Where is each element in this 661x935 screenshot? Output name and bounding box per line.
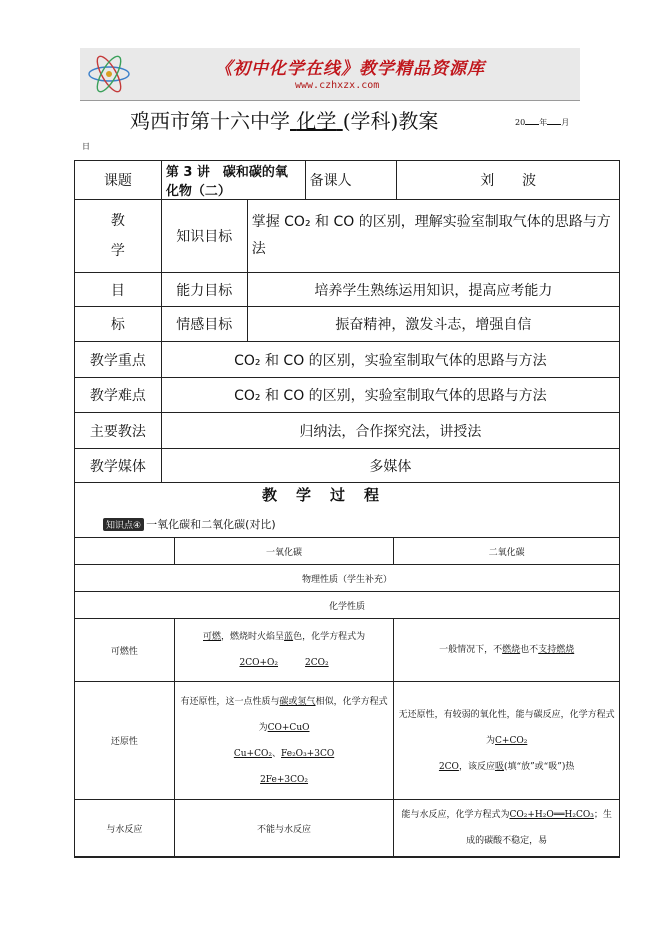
row-label-water-reaction: 与水反应 xyxy=(75,800,175,857)
media-label: 教学媒体 xyxy=(75,449,162,483)
media-value: 多媒体 xyxy=(161,449,619,483)
date-day: 日 xyxy=(82,142,90,151)
co2-combustibility: 一般情况下，不燃烧也不支持燃烧 xyxy=(394,619,620,682)
methods-value: 归纳法，合作探究法，讲授法 xyxy=(161,413,619,449)
emotion-value: 振奋精神，激发斗志，增强自信 xyxy=(247,307,619,342)
difficulties-label: 教学难点 xyxy=(75,378,162,413)
objectives-label-3: 目 xyxy=(75,273,162,307)
methods-label: 主要教法 xyxy=(75,413,162,449)
table-row xyxy=(75,619,620,682)
emotion-label: 情感目标 xyxy=(161,307,247,342)
subject-suffix: (学科)教案 xyxy=(342,109,439,133)
date-line: 20 年 月 xyxy=(515,118,570,127)
header-banner xyxy=(80,48,580,101)
table-row xyxy=(75,800,620,857)
banner-title: 《初中化学在线》教学精品资源库 xyxy=(215,59,485,79)
ability-label: 能力目标 xyxy=(161,273,247,307)
chemical-properties-row: 化学性质 xyxy=(75,592,620,619)
co-co2-compare-table xyxy=(74,537,620,857)
co-combustibility: 可燃，燃烧时火焰呈蓝色，化学方程式为 2CO+O₂ 2CO₂ xyxy=(174,619,394,682)
row-label-reducibility: 还原性 xyxy=(75,682,175,800)
process-title: 教学过程 xyxy=(262,486,399,504)
col-header-co2: 二氧化碳 xyxy=(394,538,620,565)
difficulties-value: CO₂ 和 CO 的区别，实验室制取气体的思路与方法 xyxy=(161,378,619,413)
preparer-value: 刘 波 xyxy=(397,161,620,200)
knowledge-point-heading xyxy=(103,516,276,532)
co2-water-reaction: 能与水反应，化学方程式为CO₂+H₂O══H₂CO₃；生成的碳酸不稳定，易 xyxy=(394,800,620,857)
table-row xyxy=(75,682,620,800)
knowledge-value: 掌握 CO₂ 和 CO 的区别，理解实验室制取气体的思路与方法 xyxy=(247,200,619,273)
preparer-label: 备课人 xyxy=(305,161,397,200)
subject-name: 化学 xyxy=(296,109,337,133)
col-header-co: 一氧化碳 xyxy=(174,538,394,565)
atom-logo-icon xyxy=(84,50,134,98)
knowledge-point-tag: 知识点④ xyxy=(103,518,144,531)
knowledge-point-title: 一氧化碳和二氧化碳(对比) xyxy=(146,518,276,531)
ability-value: 培养学生熟练运用知识，提高应考能力 xyxy=(247,273,619,307)
key-points-value: CO₂ 和 CO 的区别，实验室制取气体的思路与方法 xyxy=(161,342,619,378)
row-label-combustibility: 可燃性 xyxy=(75,619,175,682)
objectives-label-1: 教 学 xyxy=(75,200,162,273)
physical-properties-row: 物理性质（学生补充） xyxy=(75,565,620,592)
co-water-reaction: 不能与水反应 xyxy=(174,800,394,857)
banner-url: www.czhxzx.com xyxy=(295,80,380,91)
key-points-label: 教学重点 xyxy=(75,342,162,378)
knowledge-label: 知识目标 xyxy=(161,200,247,273)
topic-label: 课题 xyxy=(75,161,162,200)
school-name: 鸡西市第十六中学 xyxy=(130,109,290,133)
objectives-label-4: 标 xyxy=(75,307,162,342)
topic-value: 第 3 讲 碳和碳的氧化物（二） xyxy=(161,161,305,200)
co2-reducibility: 无还原性，有较弱的氧化性，能与碳反应，化学方程式为C+CO₂ 2CO，该反应吸(填“放”或“吸”)热 xyxy=(394,682,620,800)
co-reducibility: 有还原性，这一点性质与碳或氢气相似，化学方程式为CO+CuO Cu+CO₂、Fe₂O₃+3CO 2Fe+3CO₂ xyxy=(174,682,394,800)
page-title xyxy=(130,105,438,134)
